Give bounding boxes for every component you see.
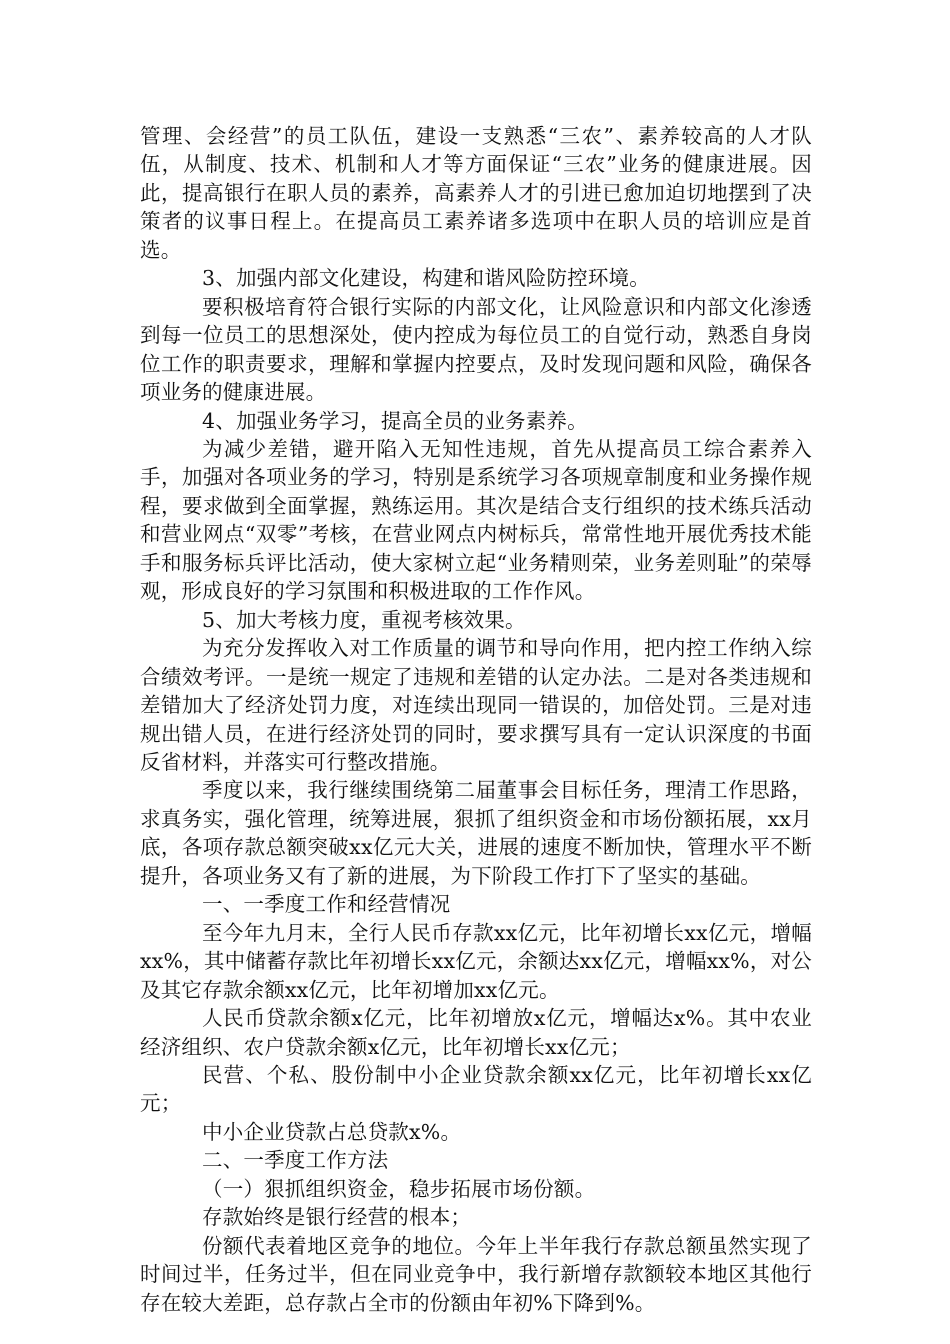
section-heading: 4、加强业务学习，提高全员的业务素养。	[202, 408, 588, 433]
subsection-heading: （一）狠抓组织资金，稳步拓展市场份额。	[202, 1176, 596, 1201]
paragraph: 中小企业贷款占总贷款x%。	[202, 1119, 462, 1144]
paragraph: 为充分发挥收入对工作质量的调节和导向作用，把内控工作纳入综合绩效考评。一是统一规定了违规和差错的认定办法。二是对各类违规和差错加大了经济处罚力度，对连续出现同一错误的，加倍处罚。三是对违规出错人员，在进行经济处罚的同时，要求撰写具有一定认识深度的书面反省材料，并落实可行整改措施。	[140, 636, 812, 774]
section-heading: 3、加强内部文化建设，构建和谐风险防控环境。	[202, 266, 650, 291]
paragraph: 份额代表着地区竞争的地位。今年上半年我行存款总额虽然实现了时间过半，任务过半，但在同业竞争中，我行新增存款额较本地区其他行存在较大差距，总存款占全市的份额由年初%下降到%。	[140, 1233, 812, 1315]
section-heading: 二、一季度工作方法	[202, 1148, 389, 1173]
paragraph: 管理、会经营”的员工队伍，建设一支熟悉“三农”、素养较高的人才队伍，从制度、技术、机制和人才等方面保证“三农”业务的健康进展。因此，提高银行在职人员的素养，高素养人才的引进已愈加迫切地摆到了决策者的议事日程上。在提高员工素养诸多选项中在职人员的培训应是首选。	[140, 124, 812, 262]
paragraph: 至今年九月末，全行人民币存款xx亿元，比年初增长xx亿元，增幅xx%，其中储蓄存款比年初增长xx亿元，余额达xx亿元，增幅xx%，对公及其它存款余额xx亿元，比年初增加xx亿元。	[140, 920, 812, 1002]
section-heading: 一、一季度工作和经营情况	[202, 892, 451, 917]
paragraph: 要积极培育符合银行实际的内部文化，让风险意识和内部文化渗透到每一位员工的思想深处，使内控成为每位员工的自觉行动，熟悉自身岗位工作的职责要求，理解和掌握内控要点，及时发现问题和风险，确保各项业务的健康进展。	[140, 294, 812, 405]
section-heading: 5、加大考核力度，重视考核效果。	[202, 607, 526, 632]
paragraph: 存款始终是银行经营的根本；	[202, 1205, 472, 1230]
document-body	[140, 122, 812, 1317]
paragraph: 季度以来，我行继续围绕第二届董事会目标任务，理清工作思路，求真务实，强化管理，统筹进展，狠抓了组织资金和市场份额拓展，xx月底，各项存款总额突破xx亿元大关，进展的速度不断加快，管理水平不断提升，各项业务又有了新的进展，为下阶段工作打下了坚实的基础。	[140, 778, 812, 888]
paragraph: 为减少差错，避开陷入无知性违规，首先从提高员工综合素养入手，加强对各项业务的学习，特别是系统学习各项规章制度和业务操作规程，要求做到全面掌握，熟练运用。其次是结合支行组织的技术练兵活动和营业网点“双零”考核，在营业网点内树标兵，常常性地开展优秀技术能手和服务标兵评比活动，使大家树立起“业务精则荣，业务差则耻”的荣辱观，形成良好的学习氛围和积极进取的工作作风。	[140, 436, 812, 604]
paragraph: 人民币贷款余额x亿元，比年初增放x亿元，增幅达x%。其中农业经济组织、农户贷款余额x亿元，比年初增长xx亿元；	[140, 1006, 812, 1059]
paragraph: 民营、个私、股份制中小企业贷款余额xx亿元，比年初增长xx亿元；	[140, 1062, 812, 1116]
